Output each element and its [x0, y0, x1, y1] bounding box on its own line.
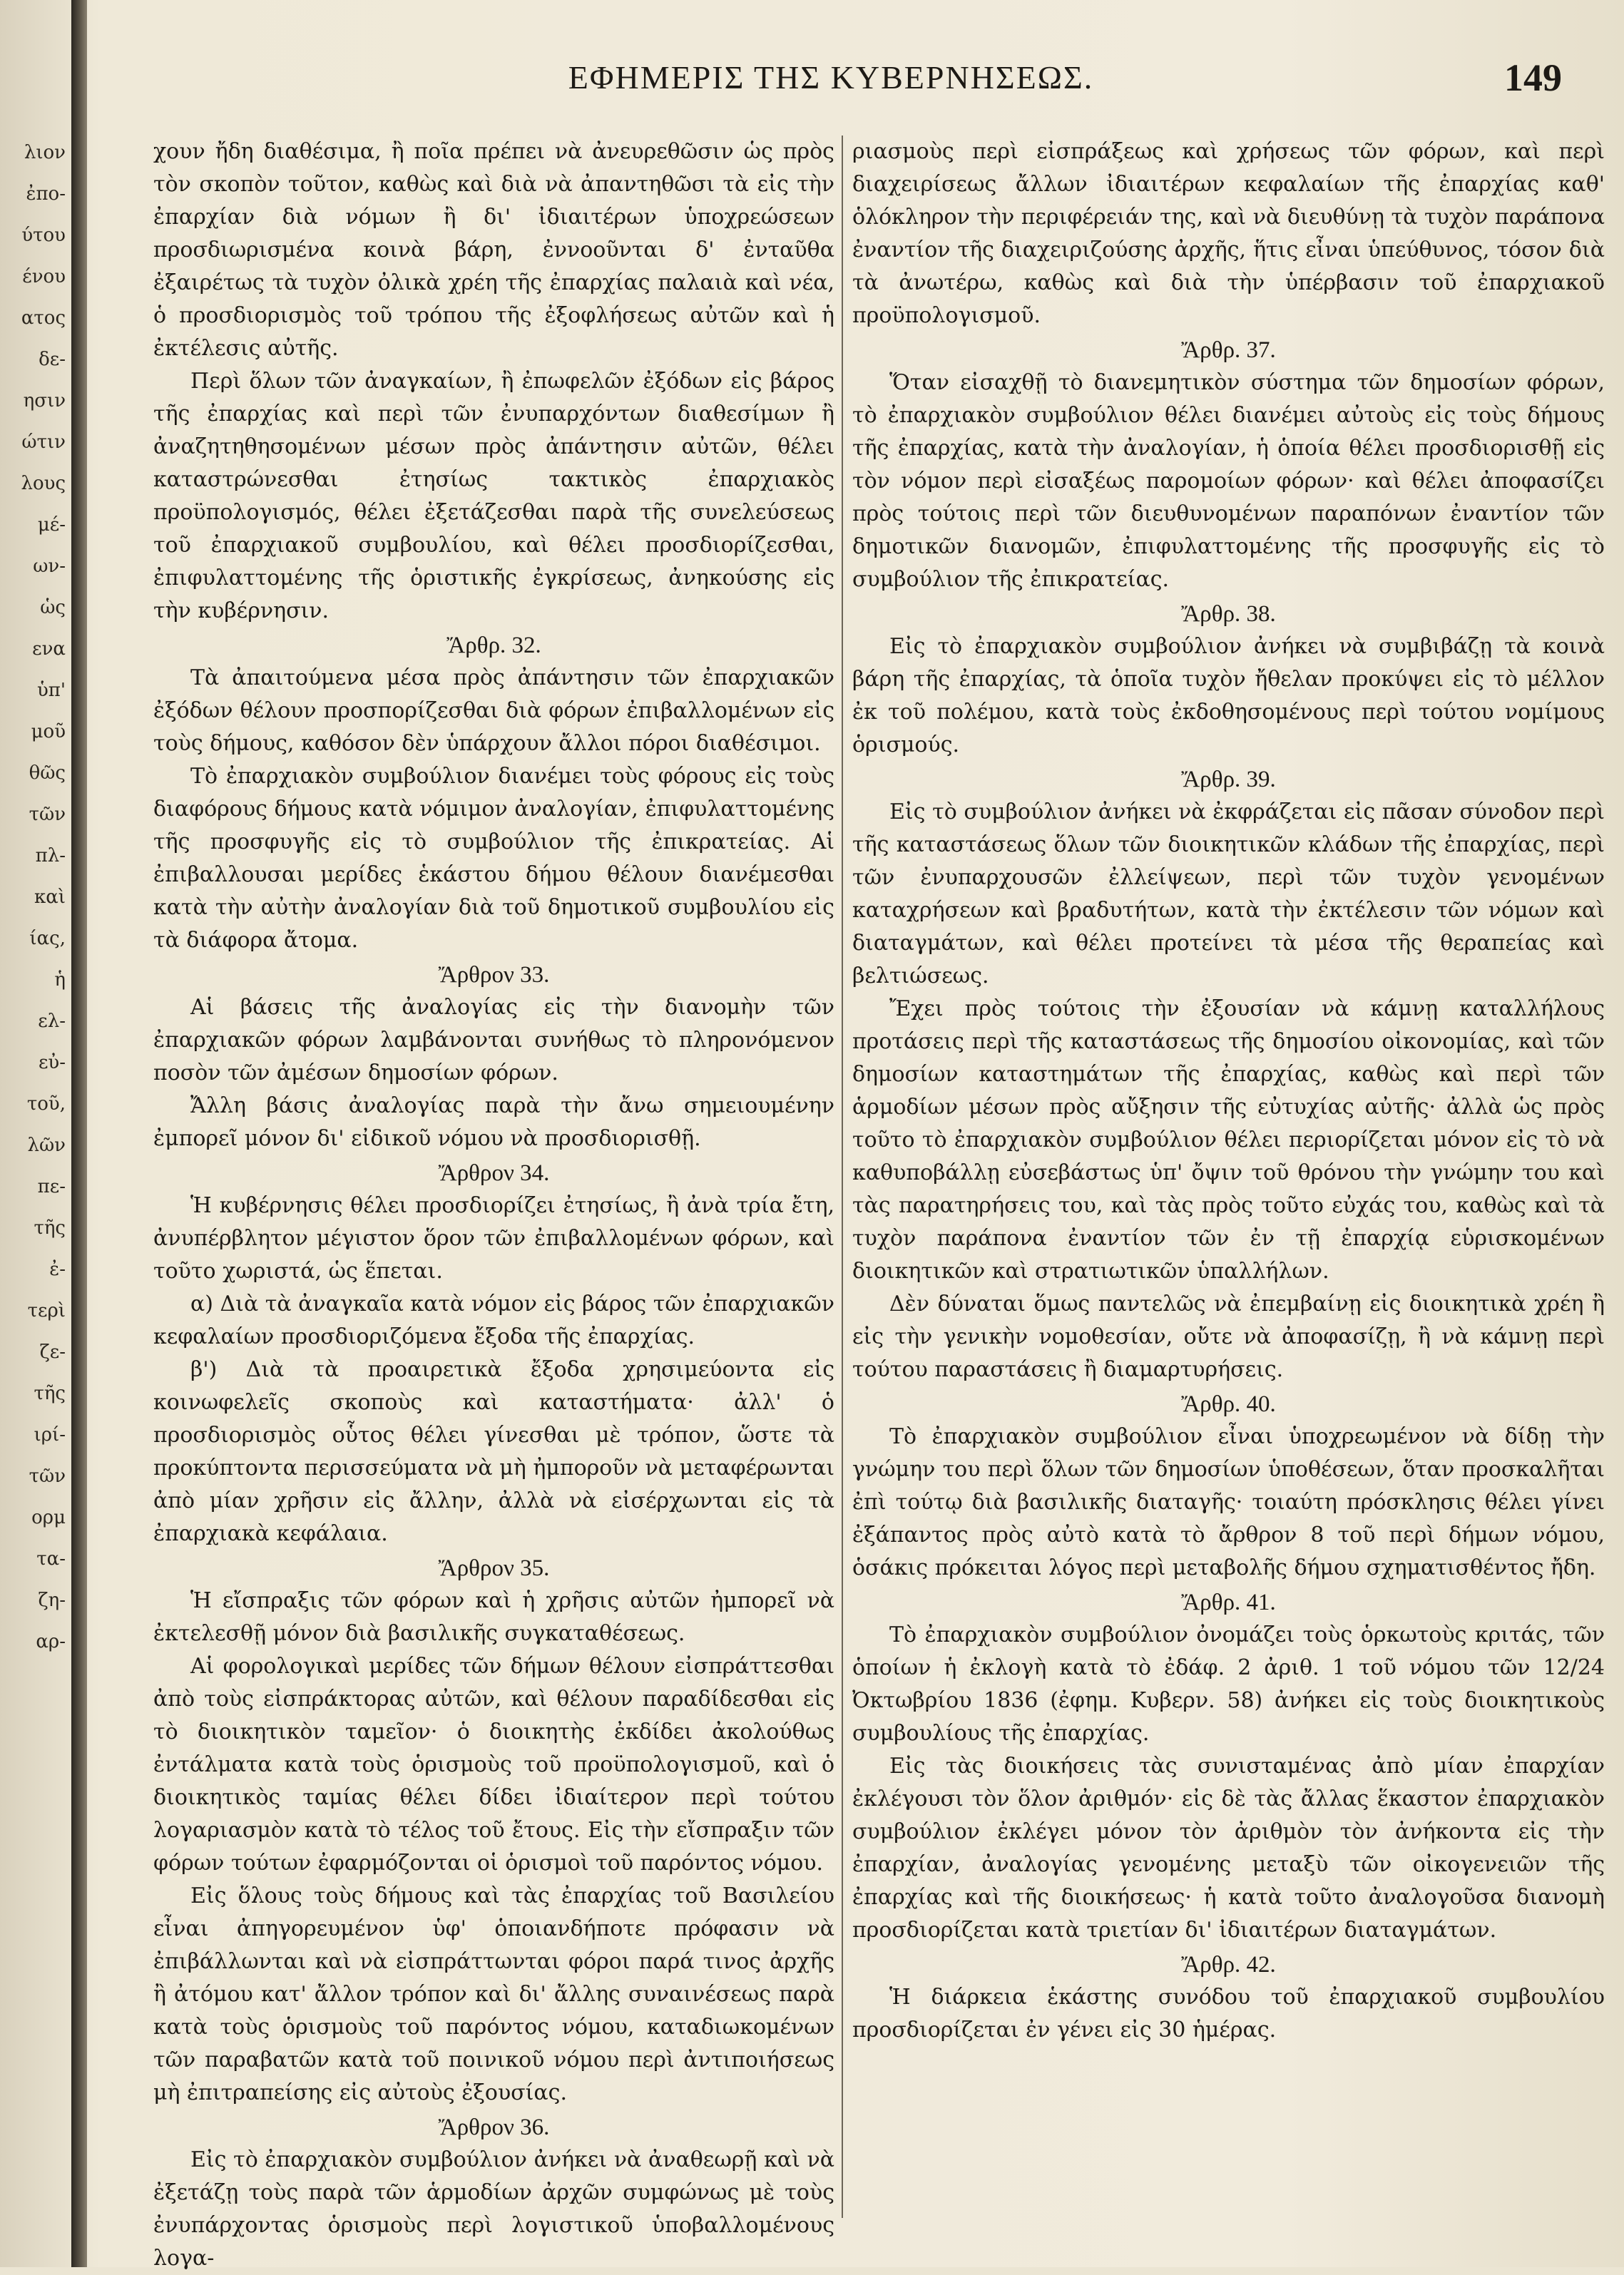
- fragment-word: τῶν: [29, 1466, 66, 1487]
- paragraph: Ὅταν εἰσαχθῇ τὸ διανεμητικὸν σύστημα τῶν δημοσίων φόρων, τὸ ἐπαρχιακὸν συμβούλιον θέλει διανέμει αὐτοὺς εἰς τοὺς δήμους τῆς ἐπαρχίας, κατὰ τὴν ἀναλογίαν, ἡ ὁποία θέλει προσδιορισθῇ εἰς τὸν νόμον περὶ εἰσαξέως παρομοίων φόρων· καὶ θέλει ἀποφασίζει πρὸς τούτοις περὶ τῶν διευθυνομένων παραπόνων ἐναντίον τῶν δημοτικῶν διανομῶν, ἐπιφυλαττομένης τῆς προσφυγῆς εἰς τὸ συμβούλιον τῆς ἐπικρατείας.: [852, 370, 1605, 592]
- paragraph: Ἄλλη βάσις ἀναλογίας παρὰ τὴν ἄνω σημειουμένην ἐμπορεῖ μόνον δι' εἰδικοῦ νόμου νὰ προσδιορισθῇ.: [153, 1093, 834, 1151]
- article-heading: Ἄρθρ. 39.: [1181, 767, 1276, 792]
- page-number: 149: [1504, 56, 1562, 99]
- fragment-word: λῶν: [27, 1135, 66, 1156]
- paragraph: Αἱ φορολογικαὶ μερίδες τῶν δήμων θέλουν εἰσπράττεσθαι ἀπὸ τοὺς εἰσπράκτορας αὐτῶν, καὶ θέλουν παραδίδεσθαι εἰς τὸ διοικητικὸν ταμεῖον· ὁ διοικητὴς ἐκδίδει ἀκολούθως ἐντάλματα κατὰ τοὺς ὁρισμοὺς τοῦ προϋπολογισμοῦ, καὶ ὁ διοικητικὸς ταμίας θέλει δίδει ἰδιαίτερον περὶ τούτου λογαριασμὸν κατὰ τὸ τέλος τοῦ ἔτους. Εἰς τὴν εἴσπραξιν τῶν φόρων τούτων ἐφαρμόζονται οἱ ὁρισμοὶ τοῦ παρόντος νόμου.: [153, 1654, 834, 1876]
- fragment-word: ων-: [33, 556, 66, 577]
- fragment-word: ἐ-: [49, 1259, 66, 1280]
- paragraph: β') Διὰ τὰ προαιρετικὰ ἔξοδα χρησιμεύοντα εἰς κοινωφελεῖς σκοποὺς καὶ καταστήματα· ἀλλ' ὁ προσδιορισμὸς οὗτος θέλει γίνεσθαι μὲ τρόπον, ὥστε τὰ προκύπτοντα περισσεύματα νὰ μὴ ἠμποροῦν νὰ μεταφέρωνται ἀπὸ μίαν χρῆσιν εἰς ἄλλην, ἀλλὰ νὰ εἰσέρχωνται εἰς τὰ ἐπαρχιακὰ κεφάλαια.: [153, 1357, 834, 1546]
- paragraph: Εἰς τὸ ἐπαρχιακὸν συμβούλιον ἀνήκει νὰ ἀναθεωρῇ καὶ νὰ ἐξετάζῃ τοὺς παρὰ τῶν ἁρμοδίων ἀρχῶν συμφώνως μὲ τοὺς ἐνυπάρχοντας ὁρισμοὺς περὶ λογιστικοῦ ὑποβαλλομένους λογα-: [153, 2147, 834, 2271]
- fragment-word: ορμ: [31, 1507, 66, 1528]
- fragment-word: μέ-: [37, 514, 66, 536]
- paragraph: Δὲν δύναται ὅμως παντελῶς νὰ ἐπεμβαίνῃ εἰς διοικητικὰ χρέη ἢ εἰς τὴν γενικὴν νομοθεσίαν, οὔτε νὰ ἀποφασίζῃ, ἢ νὰ κάμνῃ περὶ τούτου παραστάσεις ἢ διαμαρτυρήσεις.: [852, 1292, 1605, 1382]
- paragraph: Ἔχει πρὸς τούτοις τὴν ἐξουσίαν νὰ κάμνῃ καταλλήλους προτάσεις περὶ τῆς καταστάσεως τῆς δημοσίου οἰκονομίας, καὶ τῶν δημοσίων καταστημάτων τῆς ἐπαρχίας, καθὼς καὶ περὶ τῶν ἁρμοδίων μέσων πρὸς αὔξησιν τῆς εὐτυχίας αὐτῆς· ἀλλὰ ὡς πρὸς τοῦτο τὸ ἐπαρχιακὸν συμβούλιον θέλει περιορίζεται μόνον εἰς τὸ νὰ καθυποβάλλῃ εὐσεβάστως ὑπ' ὄψιν τοῦ θρόνου τὴν γνώμην του καὶ τὰς παρατηρήσεις του, καὶ τὰς πρὸς τοῦτο εὐχάς του, καθὼς καὶ τὰ τυχὸν παράπονα ἐναντίον τῶν ἐν τῇ ἐπαρχίᾳ εὑρισκομένων διοικητικῶν καὶ στρατιωτικῶν ὑπαλλήλων.: [852, 996, 1605, 1284]
- paragraph: Εἰς τὸ συμβούλιον ἀνήκει νὰ ἐκφράζεται εἰς πᾶσαν σύνοδον περὶ τῆς καταστάσεως ὅλων τῶν διοικητικῶν κλάδων τῆς ἐπαρχίας, περὶ τῶν ἐνυπαρχουσῶν ἐλλείψεων, περὶ τῶν τυχὸν γενομένων καταχρήσεων καὶ βραδυτήτων, κατὰ τὴν ἐκτέλεσιν τῶν νόμων καὶ διαταγμάτων, καὶ θέλει προτείνει τὰ μέσα τῆς θεραπείας καὶ βελτιώσεως.: [852, 799, 1605, 988]
- article-heading: Ἄρθρ. 37.: [1181, 337, 1276, 363]
- page-title: ΕΦΗΜΕΡΙΣ ΤΗΣ ΚΥΒΕΡΝΗΣΕΩΣ.: [568, 59, 1094, 96]
- fragment-word: τοῦ,: [26, 1093, 66, 1115]
- fragment-word: ἐπο-: [26, 183, 66, 205]
- paragraph: Εἰς ὅλους τοὺς δήμους καὶ τὰς ἐπαρχίας τοῦ Βασιλείου εἶναι ἀπηγορευμένον ὑφ' ὁποιανδήποτε πρόφασιν νὰ ἐπιβάλλωνται καὶ νὰ εἰσπράττωνται φόροι παρά τινος ἀρχῆς ἢ ἀτόμου κατ' ἄλλον τρόπον καὶ δι' ἄλλης συναινέσεως παρὰ κατὰ τοὺς ὁρισμοὺς τοῦ παρόντος νόμου, καταδιωκομένων τῶν παραβατῶν κατὰ τοῦ ποινικοῦ νόμου περὶ ἀντιποιήσεως μὴ ἐπιτραπείσης εἰς αὐτοὺς ἐξουσίας.: [153, 1883, 834, 2105]
- paragraph: Ἡ κυβέρνησις θέλει προσδιορίζει ἐτησίως, ἢ ἀνὰ τρία ἔτη, ἀνυπέρβλητον μέγιστον ὅρον τῶν ἐπιβαλλομένων φόρων, καὶ τοῦτο χωριστά, ὡς ἕπεται.: [153, 1193, 834, 1284]
- fragment-word: ζε-: [39, 1341, 66, 1363]
- fragment-word: ενα: [32, 638, 66, 660]
- fragment-word: ύτου: [21, 225, 66, 246]
- article-heading: Ἄρθρον 33.: [438, 962, 550, 988]
- fragment-word: ησιν: [23, 390, 66, 411]
- fragment-word: ζη-: [38, 1590, 66, 1611]
- paragraph: Τὰ ἀπαιτούμενα μέσα πρὸς ἀπάντησιν τῶν ἐπαρχιακῶν ἐξόδων θέλουν προσπορίζεσθαι διὰ φόρων ἐπιβαλλομένων εἰς τοὺς δήμους, καθόσον δὲν ὑπάρχουν ἄλλοι πόροι διαθέσιμοι.: [153, 665, 834, 756]
- paragraph: Ἡ εἴσπραξις τῶν φόρων καὶ ἡ χρῆσις αὐτῶν ἠμπορεῖ νὰ ἐκτελεσθῇ μόνον διὰ βασιλικῆς συγκαταθέσεως.: [153, 1588, 834, 1646]
- article-heading: Ἄρθρ. 42.: [1181, 1952, 1276, 1978]
- paragraph: Αἱ βάσεις τῆς ἀναλογίας εἰς τὴν διανομὴν τῶν ἐπαρχιακῶν φόρων λαμβάνονται συνήθως τὸ πληρονόμενον ποσὸν τῶν ἀμέσων δημοσίων φόρων.: [153, 995, 834, 1085]
- article-heading: Ἄρθρον 35.: [438, 1555, 550, 1581]
- paragraph: Τὸ ἐπαρχιακὸν συμβούλιον διανέμει τοὺς φόρους εἰς τοὺς διαφόρους δήμους κατὰ νόμιμον ἀναλογίαν, ἐπιφυλαττομένης τῆς προσφυγῆς εἰς τὸ συμβούλιον τῆς ἐπικρατείας. Αἱ ἐπιβαλλουσαι μερίδες ἑκάστου δήμου θέλουν διανέμεσθαι κατὰ τὴν αὐτὴν ἀναλογίαν διὰ τοῦ δημοτικοῦ συμβουλίου εἰς τὰ διάφορα ἄτομα.: [153, 764, 834, 953]
- fragment-word: ίας,: [29, 928, 66, 949]
- fragment-word: ατος: [21, 307, 66, 329]
- paragraph: Ἡ διάρκεια ἑκάστης συνόδου τοῦ ἐπαρχιακοῦ συμβουλίου προσδιορίζεται ἐν γένει εἰς 30 ἡμέρας.: [852, 1985, 1605, 2043]
- article-heading: Ἄρθρ. 40.: [1181, 1391, 1276, 1417]
- fragment-word: αρ-: [36, 1631, 66, 1652]
- fragment-word: λους: [21, 473, 66, 494]
- fragment-word: ὡς: [40, 597, 66, 618]
- fragment-word: μοῦ: [31, 721, 66, 742]
- fragment-word: ἡ: [54, 969, 66, 991]
- paragraph: Εἰς τὸ ἐπαρχιακὸν συμβούλιον ἀνήκει νὰ συμβιβάζῃ τὰ κοινὰ βάρη τῆς ἐπαρχίας, τὰ ὁποῖα τυχὸν ἤθελαν προκύψει εἰς τὸ μέλλον ἐκ τοῦ πολέμου, κατὰ τοὺς ἐκδοθησομένους περὶ τούτου νομίμους ὁρισμούς.: [852, 634, 1605, 757]
- paragraph: α) Διὰ τὰ ἀναγκαῖα κατὰ νόμον εἰς βάρος τῶν ἐπαρχιακῶν κεφαλαίων προσδιοριζόμενα ἔξοδα τῆς ἐπαρχίας.: [153, 1292, 834, 1349]
- fragment-word: ώτιν: [21, 431, 66, 453]
- continued-paragraph: ριασμοὺς περὶ εἰσπράξεως καὶ χρήσεως τῶν φόρων, καὶ περὶ διαχειρίσεως ἄλλων ἰδιαιτέρων κεφαλαίων τῆς ἐπαρχίας καθ' ὁλόκληρον τὴν περιφέρειάν της, καὶ νὰ διευθύνῃ τὰ τυχὸν παράπονα ἐναντίον τῆς διαχειριζούσης ἀρχῆς, ἥτις εἶναι ὑπεύθυνος, τόσον διὰ τὰ ἀνωτέρω, καθὼς καὶ διὰ τὴν ὑπέρβασιν τοῦ ἐπαρχιακοῦ προϋπολογισμοῦ.: [852, 139, 1605, 328]
- facing-page-fragment: [0, 132, 70, 2257]
- fragment-word: ελ-: [38, 1011, 66, 1032]
- column-divider: [842, 136, 843, 2218]
- fragment-word: ιρί-: [34, 1424, 66, 1446]
- article-heading: Ἄρθρ. 38.: [1181, 601, 1276, 627]
- fragment-word: τερὶ: [27, 1300, 66, 1321]
- fragment-word: τῶν: [29, 804, 66, 825]
- fragment-word: ὑπ': [36, 680, 66, 701]
- paragraph: Εἰς τὰς διοικήσεις τὰς συνισταμένας ἀπὸ μίαν ἐπαρχίαν ἐκλέγουσι τὸν ὅλον ἀριθμόν· εἰς δὲ τὰς ἄλλας ἕκαστον ἐπαρχιακὸν συμβούλιον ἐκλέγει μόνον τὸν ἀριθμὸν τὸν ἀνήκοντα εἰς τὴν ἐπαρχίαν, ἀναλογίας γενομένης μεταξὺ τῶν οἰκογενειῶν τῆς ἐπαρχίας καὶ τῆς διοικήσεως· ἡ κατὰ τοῦτο ἀναλογοῦσα διανομὴ προσδιορίζεται κατὰ τριετίαν δι' ἰδιαιτέρων διαταγμάτων.: [852, 1754, 1605, 1943]
- fragment-word: τῆς: [34, 1383, 66, 1404]
- book-spine: [71, 0, 87, 2267]
- paragraph: Τὸ ἐπαρχιακὸν συμβούλιον εἶναι ὑποχρεωμένον νὰ δίδῃ τὴν γνώμην του περὶ ὅλων τῶν δημοσίων ὑποθέσεων, ὅταν προσκαλῆται ἐπὶ τούτῳ διὰ βασιλικῆς διαταγῆς· τοιαύτη πρόσκλησις θέλει γίνει ἐξάπαντος πρὸς αὐτὸ κατὰ τὸ ἄρθρον 8 τοῦ περὶ δήμων νόμου, ὁσάκις πρόκειται λόγος περὶ μεταβολῆς δήμου σχηματισθέντος ἤδη.: [852, 1424, 1605, 1580]
- fragment-word: ένου: [22, 266, 66, 287]
- paragraph: Περὶ ὅλων τῶν ἀναγκαίων, ἢ ἐπωφελῶν ἐξόδων εἰς βάρος τῆς ἐπαρχίας καὶ περὶ τῶν ἐνυπαρχόντων διαθεσίμων ἢ ἀναζητηθησομένων μέσων πρὸς ἀπάντησιν αὐτῶν, θέλει καταστρώνεσθαι ἐτησίως τακτικὸς ἐπαρχιακὸς προϋπολογισμός, θέλει ἐξετάζεσθαι παρὰ τῆς συνελεύσεως τοῦ ἐπαρχιακοῦ συμβουλίου, καὶ θέλει προσδιορίζεσθαι, ἐπιφυλαττομένης τῆς ὁριστικῆς ἐγκρίσεως, ἀνηκούσης εἰς τὴν κυβέρνησιν.: [153, 369, 834, 623]
- fragment-word: πε-: [37, 1176, 66, 1197]
- article-heading: Ἄρθρ. 41.: [1181, 1590, 1276, 1615]
- right-column: [852, 136, 1605, 2246]
- paragraph: Τὸ ἐπαρχιακὸν συμβούλιον ὀνομάζει τοὺς ὁρκωτοὺς κριτάς, τῶν ὁποίων ἡ ἐκλογὴ κατὰ τὸ ἐδάφ. 2 ἀριθ. 1 τοῦ νόμου τῶν 12/24 Ὀκτωβρίου 1836 (ἐφημ. Κυβερν. 58) ἀνήκει εἰς τοὺς διοικητικοὺς συμβουλίους τῆς ἐπαρχίας.: [852, 1622, 1605, 1746]
- fragment-word: τῆς: [34, 1217, 66, 1239]
- fragment-word: θῶς: [29, 762, 66, 784]
- left-column: [153, 136, 834, 2271]
- fragment-word: εὐ-: [38, 1052, 66, 1073]
- continued-paragraph: χουν ἤδη διαθέσιμα, ἢ ποῖα πρέπει νὰ ἀνευρεθῶσιν ὡς πρὸς τὸν σκοπὸν τοῦτον, καθὼς καὶ διὰ νὰ ἀπαντηθῶσι τὰ εἰς τὴν ἐπαρχίαν διὰ νόμων ἢ δι' ἰδιαιτέρων ὑποχρεώσεων προσδιωρισμένα κοινὰ βάρη, ἐννοοῦνται δ' ἐνταῦθα ἐξαιρέτως τὰ τυχὸν ὀλικὰ χρέη τῆς ἐπαρχίας παλαιὰ καὶ νέα, ὁ προσδιορισμὸς τοῦ τρόπου τῆς ἐξοφλήσεως αὐτῶν καὶ ἡ ἐκτέλεσις αὐτῆς.: [153, 139, 834, 361]
- article-heading: Ἄρθρον 34.: [438, 1160, 550, 1186]
- fragment-word: τα-: [36, 1548, 66, 1570]
- fragment-word: πλ-: [35, 845, 66, 866]
- fragment-word: δε-: [39, 349, 66, 370]
- article-heading: Ἄρθρον 36.: [438, 2115, 550, 2140]
- fragment-word: λιον: [24, 142, 66, 163]
- fragment-word: καὶ: [34, 886, 66, 908]
- article-heading: Ἄρθρ. 32.: [446, 633, 541, 658]
- page-header: [100, 58, 1562, 108]
